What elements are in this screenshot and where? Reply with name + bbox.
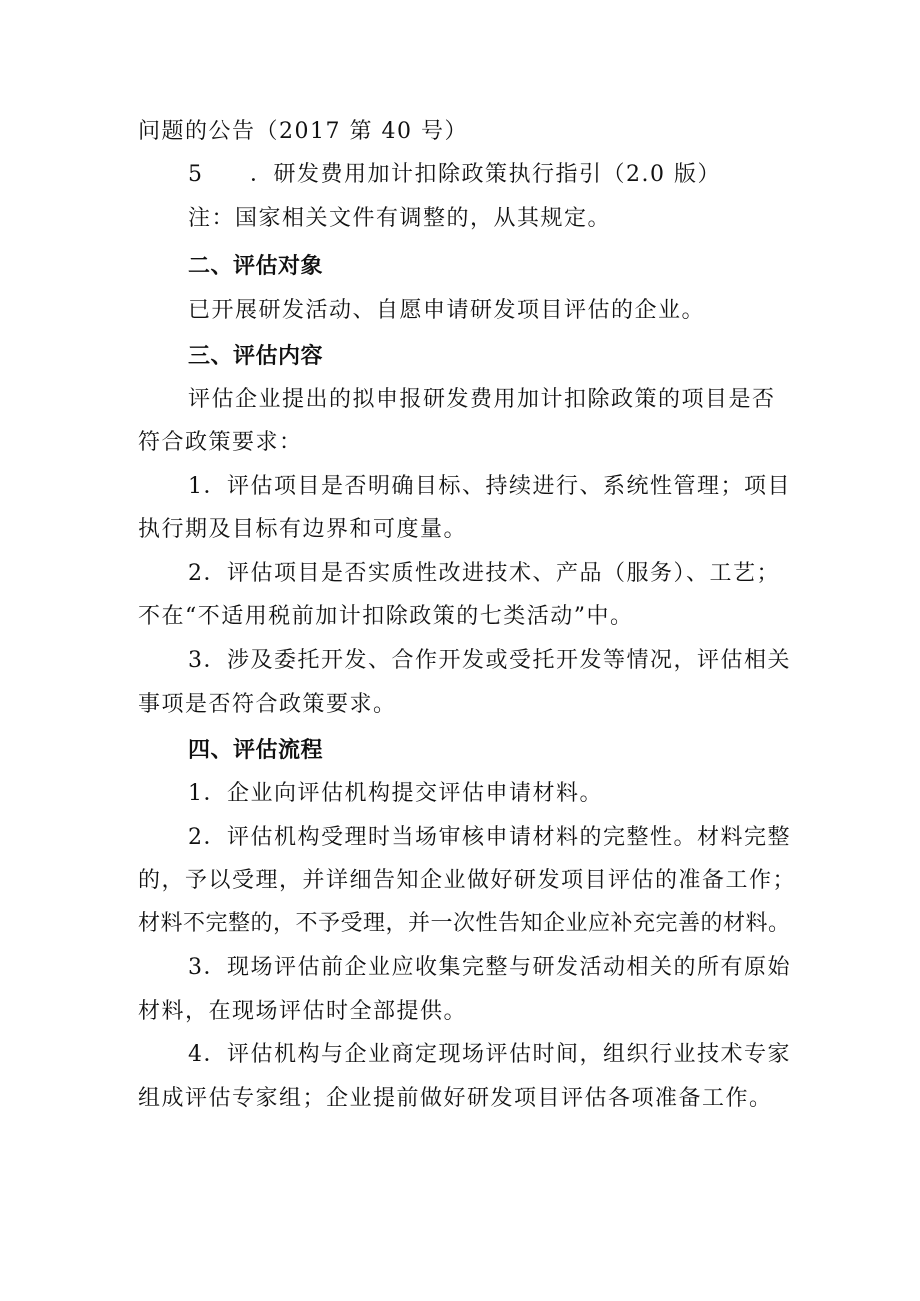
list-item: 4．评估机构与企业商定现场评估时间，组织行业技术专家	[188, 1042, 791, 1067]
paragraph-line: 不在“不适用税前加计扣除政策的七类活动”中。	[138, 604, 634, 629]
list-item-number: 5	[188, 162, 204, 187]
list-item: 2．评估机构受理时当场审核申请材料的完整性。材料完整	[188, 825, 791, 850]
paragraph-line: 的，予以受理，并详细告知企业做好研发项目评估的准备工作；	[138, 868, 797, 893]
list-item: 3．现场评估前企业应收集完整与研发活动相关的所有原始	[188, 955, 791, 980]
paragraph-line: 评估企业提出的拟申报研发费用加计扣除政策的项目是否	[188, 387, 776, 412]
paragraph-line: 执行期及目标有边界和可度量。	[138, 517, 468, 542]
list-item-separator: ．	[250, 162, 274, 187]
list-item: 1．评估项目是否明确目标、持续进行、系统性管理；项目	[188, 474, 791, 499]
list-item-text: 研发费用加计扣除政策执行指引（2.0 版）	[273, 162, 721, 187]
paragraph-line: 材料不完整的，不予受理，并一次性告知企业应补充完善的材料。	[138, 911, 791, 936]
paragraph-line: 符合政策要求：	[138, 430, 303, 455]
paragraph-line: 材料，在现场评估时全部提供。	[138, 999, 468, 1024]
note-line: 注：国家相关文件有调整的，从其规定。	[188, 206, 612, 231]
paragraph-line: 已开展研发活动、自愿申请研发项目评估的企业。	[188, 298, 706, 323]
list-item: 2．评估项目是否实质性改进技术、产品（服务）、工艺；	[188, 561, 780, 586]
list-item: 3．涉及委托开发、合作开发或受托开发等情况，评估相关	[188, 648, 791, 673]
paragraph-line: 事项是否符合政策要求。	[138, 692, 397, 717]
section-heading: 三、评估内容	[188, 344, 324, 369]
list-item-5	[188, 160, 721, 190]
list-item: 1．企业向评估机构提交评估申请材料。	[188, 781, 603, 806]
section-heading: 二、评估对象	[188, 254, 324, 279]
text-line: 问题的公告（2017 第 40 号）	[138, 119, 468, 144]
section-heading: 四、评估流程	[188, 738, 324, 763]
paragraph-line: 组成评估专家组；企业提前做好研发项目评估各项准备工作。	[138, 1086, 773, 1111]
